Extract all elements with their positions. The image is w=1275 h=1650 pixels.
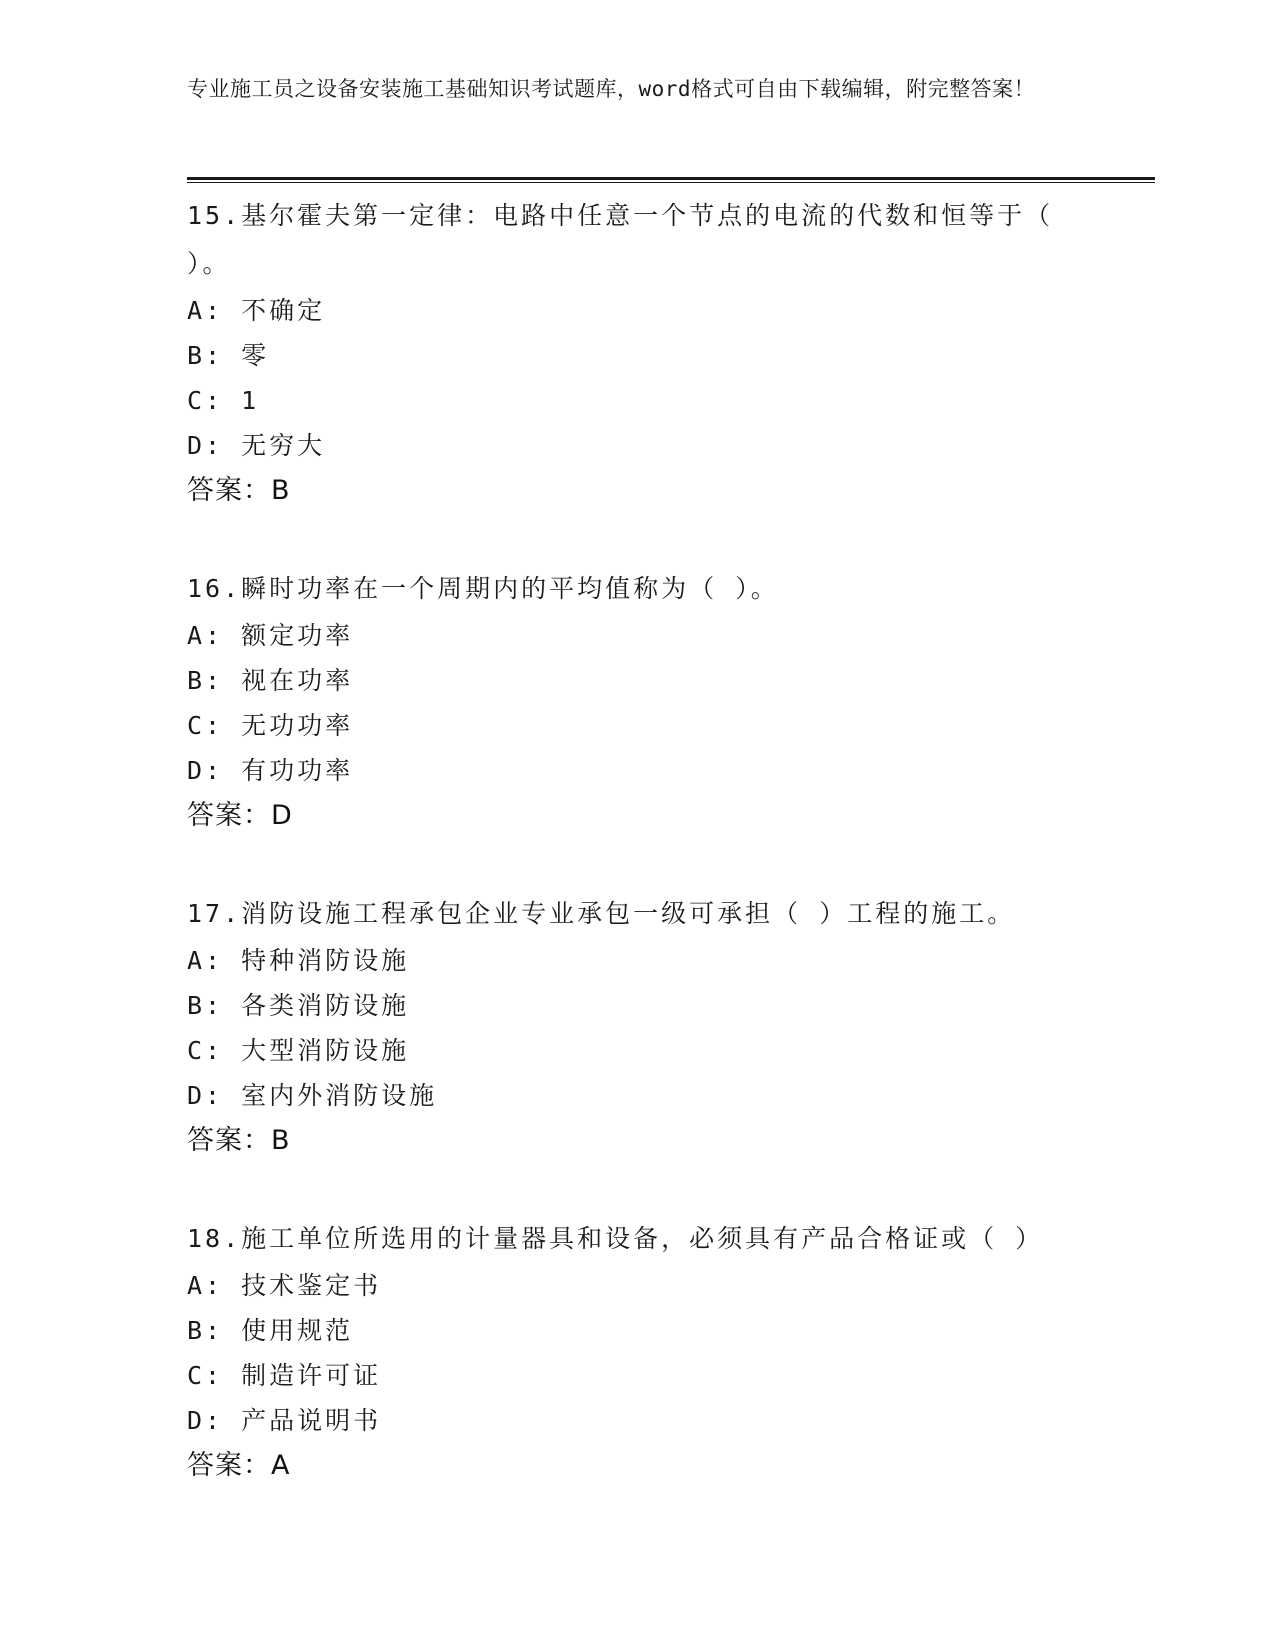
option-b: B: 零 xyxy=(187,341,270,370)
option-c: C: 无功功率 xyxy=(187,711,354,740)
option-c: C: 制造许可证 xyxy=(187,1361,382,1390)
document-header: 专业施工员之设备安装施工基础知识考试题库，word格式可自由下载编辑，附完整答案！ xyxy=(187,77,1036,101)
question-16 xyxy=(187,565,1087,838)
question-18 xyxy=(187,1215,1087,1488)
option-a: A: 额定功率 xyxy=(187,621,354,650)
question-stem: 18.施工单位所选用的计量器具和设备，必须具有产品合格证或（ ） xyxy=(187,1224,1044,1253)
option-d: D: 室内外消防设施 xyxy=(187,1081,438,1110)
option-b: B: 使用规范 xyxy=(187,1316,354,1345)
option-c: C: 大型消防设施 xyxy=(187,1036,410,1065)
option-b: B: 各类消防设施 xyxy=(187,991,410,1020)
option-c: C: 1 xyxy=(187,386,260,415)
answer-line: 答案：D xyxy=(187,800,293,831)
option-a: A: 不确定 xyxy=(187,296,326,325)
option-b: B: 视在功率 xyxy=(187,666,354,695)
option-d: D: 有功功率 xyxy=(187,756,354,785)
question-stem: 15.基尔霍夫第一定律：电路中任意一个节点的电流的代数和恒等于（ ）。 xyxy=(187,201,1054,278)
question-list xyxy=(187,192,1087,1540)
question-stem: 16.瞬时功率在一个周期内的平均值称为（ ）。 xyxy=(187,574,779,603)
answer-line: 答案：A xyxy=(187,1450,291,1481)
option-d: D: 产品说明书 xyxy=(187,1406,382,1435)
header-divider-thin xyxy=(187,182,1155,183)
question-stem: 17.消防设施工程承包企业专业承包一级可承担（ ）工程的施工。 xyxy=(187,899,1016,928)
option-a: A: 特种消防设施 xyxy=(187,946,410,975)
option-a: A: 技术鉴定书 xyxy=(187,1271,382,1300)
question-17 xyxy=(187,890,1087,1163)
option-d: D: 无穷大 xyxy=(187,431,326,460)
answer-line: 答案：B xyxy=(187,1125,291,1156)
header-divider-thick xyxy=(187,177,1155,180)
question-15 xyxy=(187,192,1087,513)
answer-line: 答案：B xyxy=(187,475,291,506)
